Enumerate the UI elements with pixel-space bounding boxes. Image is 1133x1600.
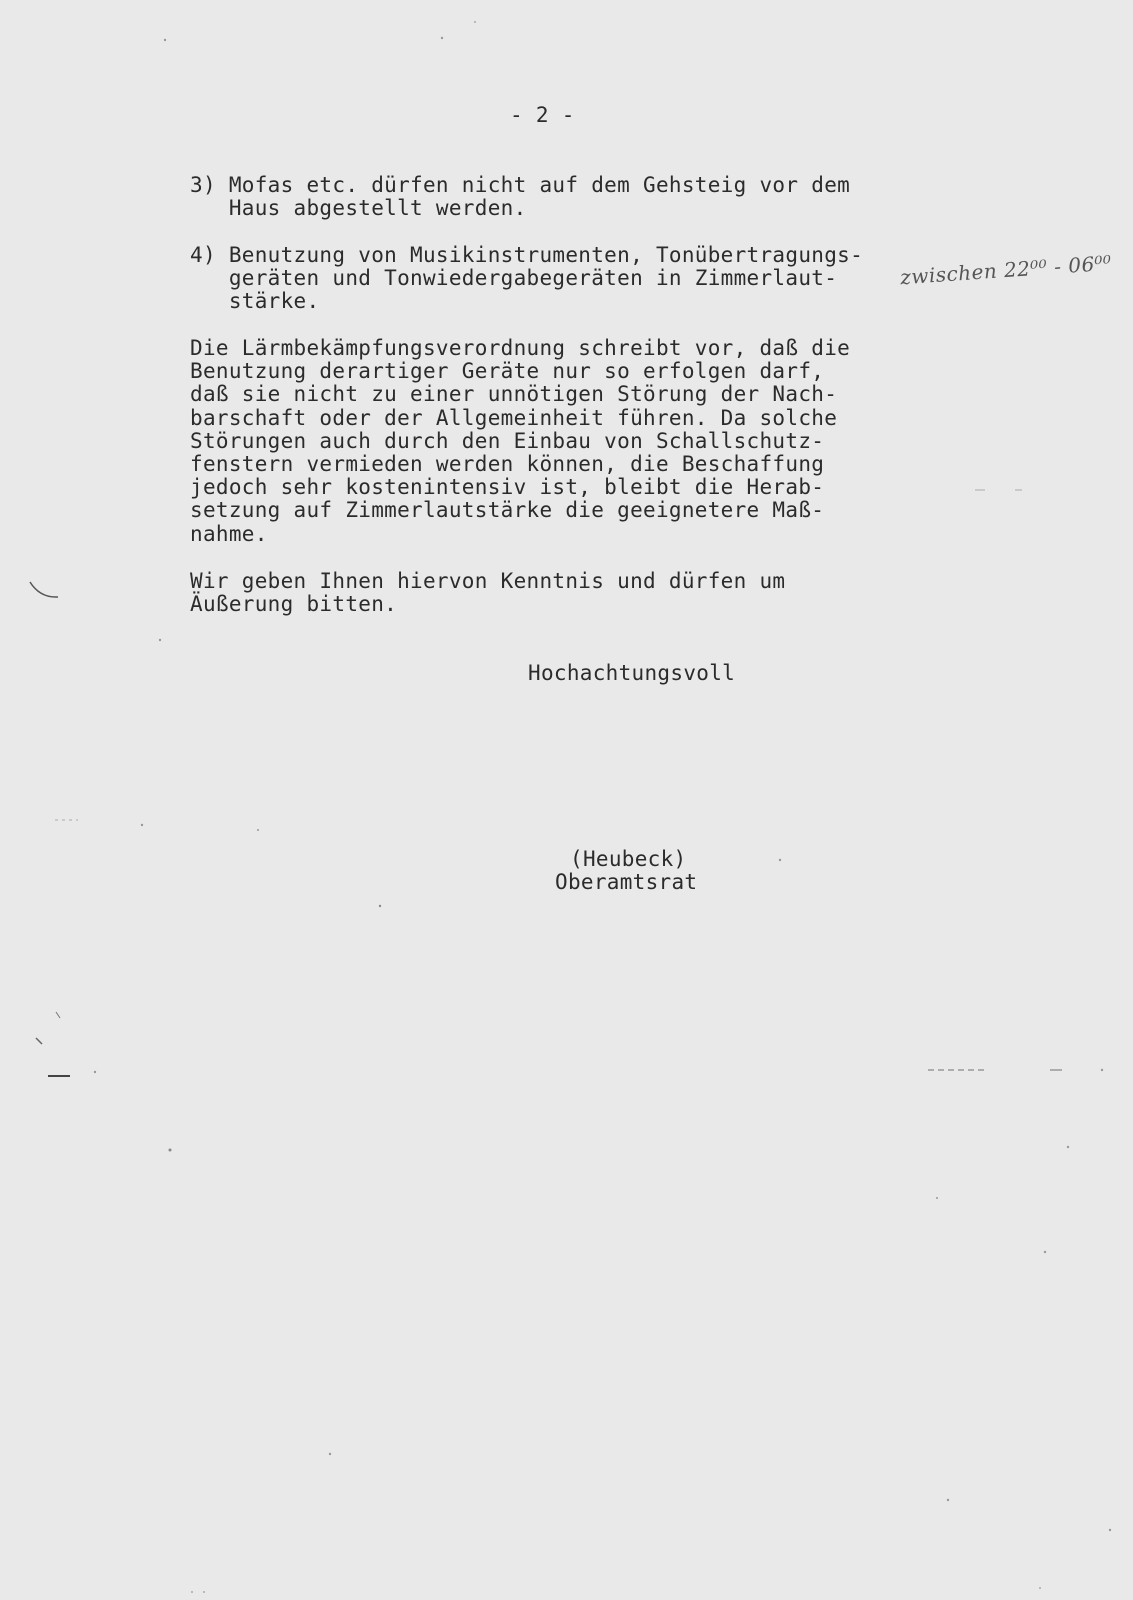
list-item-4-line-2: geräten und Tonwiedergabegeräten in Zimmerlaut- (190, 266, 838, 291)
scan-speck (936, 1197, 938, 1199)
scan-speck (203, 1591, 205, 1593)
body-paragraph-2: Wir geben Ihnen hiervon Kenntnis und dürfen um Äußerung bitten. (190, 569, 786, 617)
scan-speck (1109, 1529, 1111, 1531)
list-item-4-line-1: 4) Benutzung von Musikinstrumenten, Tonübertragungs- (190, 243, 864, 267)
scan-speck (1101, 1069, 1103, 1071)
closing-salutation: Hochachtungsvoll (528, 661, 736, 685)
signature-title: Oberamtsrat (555, 870, 698, 894)
scan-speck (329, 1453, 331, 1455)
scan-speck (379, 905, 381, 907)
scan-speck (169, 1149, 172, 1152)
scan-speck (1067, 1146, 1069, 1148)
scan-mark-left-tick (36, 1038, 42, 1044)
scan-speck (1039, 1587, 1041, 1589)
scan-speck (164, 39, 166, 41)
scan-mark-left-tick-2 (56, 1012, 60, 1018)
scan-speck (257, 829, 259, 831)
scan-speck (947, 1499, 949, 1501)
scan-speck (94, 1071, 96, 1073)
scan-speck (191, 1591, 193, 1593)
scan-speck (779, 859, 781, 861)
list-item-4-line-3: stärke. (190, 289, 320, 314)
scan-speck (159, 639, 161, 641)
signature-name: (Heubeck) (570, 847, 687, 871)
list-item-3-line-2: Haus abgestellt werden. (190, 196, 527, 221)
scan-speck (1044, 1251, 1046, 1253)
body-paragraph-1: Die Lärmbekämpfungsverordnung schreibt vor, daß die Benutzung derartiger Geräte nur so erfolgen darf, daß sie nicht zu einer unnötigen Störung der Nach- barschaft oder der Allgemeinheit führen. Da solche Störungen auch durch den Einbau von Schallschutz- fenstern vermieden werden können, die Beschaffung jedoch sehr kostenintensiv ist, bleibt die Herab- setzung auf Zimmerlautstärke die geeignetere Maß- nahme. (190, 336, 851, 546)
scan-speck (141, 824, 143, 826)
scan-speck (474, 21, 476, 23)
scan-mark-left-curve (30, 582, 58, 597)
list-item-3-line-1: 3) Mofas etc. dürfen nicht auf dem Gehsteig vor dem (190, 173, 851, 197)
page-number: - 2 - (510, 103, 575, 127)
scan-speck (441, 37, 443, 39)
handwritten-annotation: zwischen 22⁰⁰ - 06⁰⁰ (899, 250, 1113, 290)
